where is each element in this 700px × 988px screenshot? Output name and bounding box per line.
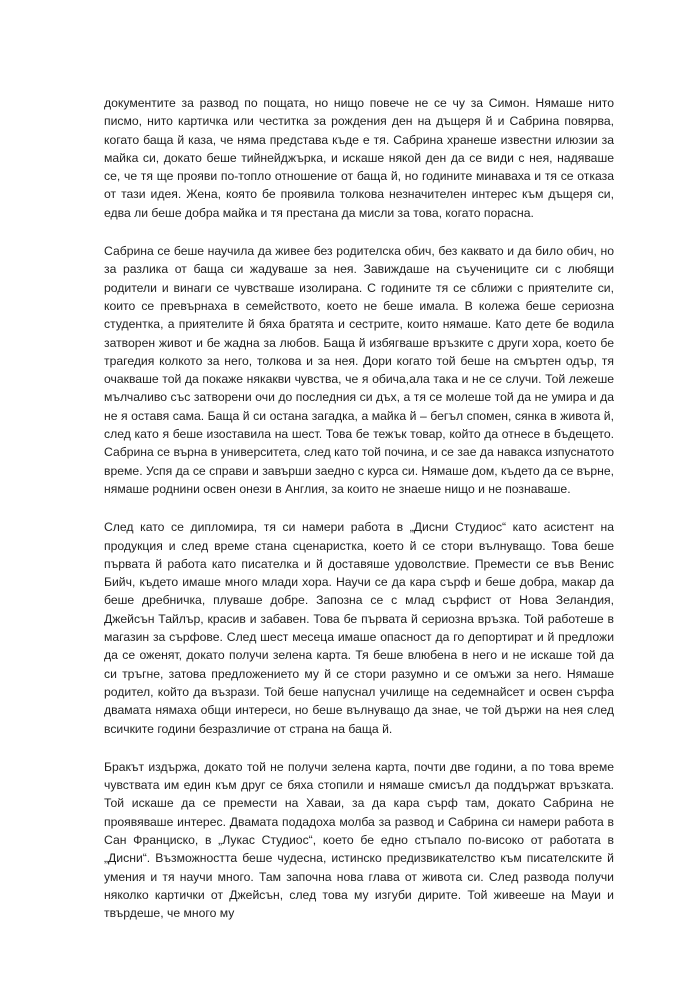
- body-text: [104, 94, 614, 942]
- paragraph-4: Бракът издържа, докато той не получи зелена карта, почти две години, а по това време чувствата им един към друг се бяха стопили и нямаше смисъл да поддържат връзката. Той искаше да се премести на Хаваи, за да кара сърф там, докато Сабрина не проявяваше интерес. Двамата подадоха молба за развод и Сабрина си намери работа в Сан Франциско, в „Лукас Студиос“, което бе едно стъпало по-високо от работата в „Дисни“. Възможността беше чудесна, истинско предизвикателство към писателските й умения и тя научи много. Там започна нова глава от живота си. След развода получи няколко картички от Джейсън, след това му изгуби дирите. Той живееше на Мауи и твърдеше, че много му: [104, 759, 614, 921]
- paragraph-2: Сабрина се беше научила да живее без родителска обич, без каквато и да било обич, но за разлика от баща си жадуваше за нея. Завиждаше на съучениците си с любящи родители и винаги се чувстваше изолирана. С годините тя се сближи с приятелите си, които се превърнаха в семейството, което не беше имала. В колежа беше сериозна студентка, а приятелите й бяха братята и сестрите, които нямаше. Като дете бе водила затворен живот и бе жадна за любов. Баща й избягваше връзките с други хора, което бе трагедия колкото за него, толкова и за нея. Дори когато той беше на смъртен одър, тя очакваше той да покаже някакви чувства, че я обича,ала така и не се случи. Той лежеше мълчаливо със затворени очи до последния си дъх, а тя се молеше той да не умира и да не я оставя сама. Баща й си остана загадка, а майка й – бегъл спомен, сянка в живота й, след като я беше изоставила на шест. Това бе тежък товар, който да отнесе в бъдещето. Сабрина се върна в университета, след като той почина, и се зае да навакса изпуснатото време. Успя да се справи и завърши заедно с курса си. Нямаше дом, където да се върне, нямаше роднини освен онези в Англия, за които не знаеше нищо и не познаваше.: [104, 244, 614, 496]
- paragraph-3: След като се дипломира, тя си намери работа в „Дисни Студиос“ като асистент на продукция и след време стана сценаристка, което й се стори вълнуващо. Това беше първата й работа като писателка и й доставяше удоволствие. Премести се във Венис Бийч, където имаше много млади хора. Научи се да кара сърф и беше добра, макар да беше дребничка, плуваше добре. Запозна се с млад сърфист от Нова Зеландия, Джейсън Тайлър, красив и забавен. Това бе първата й сериозна връзка. Той работеше в магазин за сърфове. След шест месеца имаше опасност да го депортират и й предложи да се оженят, докато получи зелена карта. Тя беше влюбена в него и не искаше той да си тръгне, затова предложението му й се стори разумно и се омъжи за него. Нямаше родител, който да възрази. Той беше напуснал училище на седемнайсет и освен сърфа двамата нямаха общи интереси, но беше вълнуващо да знае, че той държи на нея след всичките години безразличие от страна на баща й.: [104, 520, 614, 736]
- paragraph-1: документите за развод по пощата, но нищо повече не се чу за Симон. Нямаше нито писмо, нито картичка или честитка за рождения ден на дъщеря й и Сабрина повярва, когато баща й каза, че няма представа къде е тя. Сабрина хранеше известни илюзии за майка си, докато беше тийнейджърка, и искаше някой ден да се види с нея, надяваше се, че тя ще прояви по-топло отношение от баща й, но годините минаваха и тя се отказа от тази идея. Жена, която бе проявила толкова незначителен интерес към дъщеря си, едва ли беше добра майка и тя престана да мисли за това, когато порасна.: [104, 96, 614, 220]
